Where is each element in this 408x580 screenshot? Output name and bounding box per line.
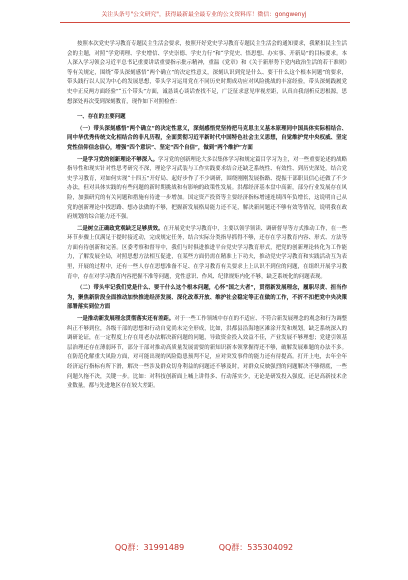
subsection-heading-1: （一）带头深刻感悟“两个确立”的决定性意义，深刻感悟党坚持把马克思主义基本原理同中国具体实际相结合、同中华优秀传统文化相结合的非凡历程，全面贯彻习近平新时代中国特色社会主义思想，自觉维护党中央权威、坚定党性信仰信念信心，增强“四个意识”、坚定“四个自信”，做到“两个维护”方面: [67, 125, 347, 151]
page-footer: [0, 542, 408, 554]
subsection-heading-2: （二）带头牢记我们党是什么、要干什么这个根本问题，心怀“国之大者”，贯彻新发展理念，履职尽责、担当作为，聚焦新阶段全面推动加快推进经济发展、深化改革开放、维护社会稳定等正在做的工作，不折不扣把党中央决策部署落实到位方面: [67, 285, 347, 311]
point-2-lead: 二是树立正确政党观缺乏足够质效。: [77, 225, 164, 232]
footer-qq-group-2: QQ群：535304092: [218, 543, 294, 552]
point-2-paragraph: [67, 225, 347, 283]
footer-qq-group-1: QQ群：31991489: [114, 543, 185, 552]
point-2-body: 在开展党史学习教育中，主要以领学领读、调研督导等方式推动工作，在一些环节步骤上仅满足于提时接近动，完成规定任务，结合实际分类指导抓得不够，还存在学习教育内容、形式、方法等方面有待创新和完善。区委考察和督导中，我们与时俱进推进平台党史学习教育形式，把党的创新理论转化为工作能力，了解发展全局，对照思想方法相互促进，在某些方面仍需在精准上下功夫，推动党史学习教育和实践活动互为表里，开展的过程中，还有一些人存在思想准备不足、在学习教育有关要求上上认识不到位的问题，在组织开展学习教育中，存在对学习教育内容把握不准等问题，党性意识、作风、纪律规矩内化不够，缺乏系统化的问题表现。: [67, 225, 347, 280]
document-body: [67, 40, 347, 392]
point-3-paragraph: [67, 315, 347, 392]
point-1-paragraph: [67, 156, 347, 223]
point-1-lead: 一是学习党的创新理论不够深入。: [77, 156, 158, 163]
page-header-banner: 关注头条号"公文研究"，获得最新最全最专业的公文资料库！微信：gongwenyj: [101, 12, 307, 18]
point-3-body: 对于一些工作领域中存在的不适应、不符合新发展理念的观念和行为调整纠正不够到位，各级干部的思想和行动自觉尚未完全形成，比如，洪都县沿海地区滩涂开发和规划，缺乏系统深入的调研论证，在一定程度上存在用老办法解决新问题的问题，导致资金投入效益不佳，产业发展不够理想；党建引领基层治理还存在薄弱环节，部分干部对推动高质量发展需要的新知识新本领掌握得还不够，破解发展难题的办法不多。在防范化解重大风险方面，对可能出现的风险隐患预判不足，应对突发事件的能力还有待提高。打开上电，去年全年经济运行指标有所下滑，解决一些涉及群众切身利益的问题还不够及时，对群众反映强烈的问题解决不够彻底，一些问题久拖不决，关键一步。比如：对科技创新面上喊上讲得多、行动落实少，无论是研发投入强度，还是高新技术企业数量，都与先进地区存在较大差距。: [67, 316, 347, 390]
intro-paragraph: 按照本次党史学习教育专题民主生活会要求，按照开好党史学习教育专题民主生活会的通知要求，我紧扣民主生活会的主题，对照“学党明理、学史增信、学史崇德、学史力行”和“学党史、悟思想、办实事、开新局”的目标要求。本人深入学习领会习近平总书记重要讲话重要指示批示精神，重温《党章》和《关于新形势下党内政治生活的若干准则》等有关规定，围绕“带头深刻感悟“两个确立”的决定性意义，深刻认识到党是什么、要干什么这个根本问题”的要求，带头践行以人民为中心的发展思想，带头学习运用党在不同历史时期成功应对风险挑战的丰富经验，带头深刻践履党史中正反两方面经验”“五个带头”方面，诚恳谈心谈话查找不足，广泛征求意见审视差距，认真自我剖析反思根源，思想深处再次受到深刻教育，现作如下对照检查：: [67, 41, 347, 105]
point-1-body: 学习党的创新理论大多以集体学习和规定篇目学习为主，对一些重要论述的战略指导性和现实针对性思考研究不深，理论学习武装与工作实践要求结合还缺乏系统性、有效性、到历史深处，结合党史学习教育，对如何实现“十四五”开好局、起好步作了不少调研，围绕刚刚发展指路、提振干部职员信心还做了不少办法，但对具体实践的有些问题的新时期挑战和有影响的政策性发展。洪都经济基本盘中高新，部分行业发展存在风险，加强研究的有关问题和措施有待进一步增加。国定资产投资等主要经济指标增速连续四年负增长，这说明自己从党的创新理论中找思路、想办法做的不够，把握新发展格局能力还不足，解决新问题还不够有效等情况，说明我在政府规划的综合能力还不强。: [67, 156, 347, 221]
header-divider: [60, 22, 350, 23]
section-heading-1: 一、存在的主要问题: [77, 114, 126, 121]
point-3-lead: 一是推动新发展理念贯彻落实还有差距。: [77, 316, 175, 323]
